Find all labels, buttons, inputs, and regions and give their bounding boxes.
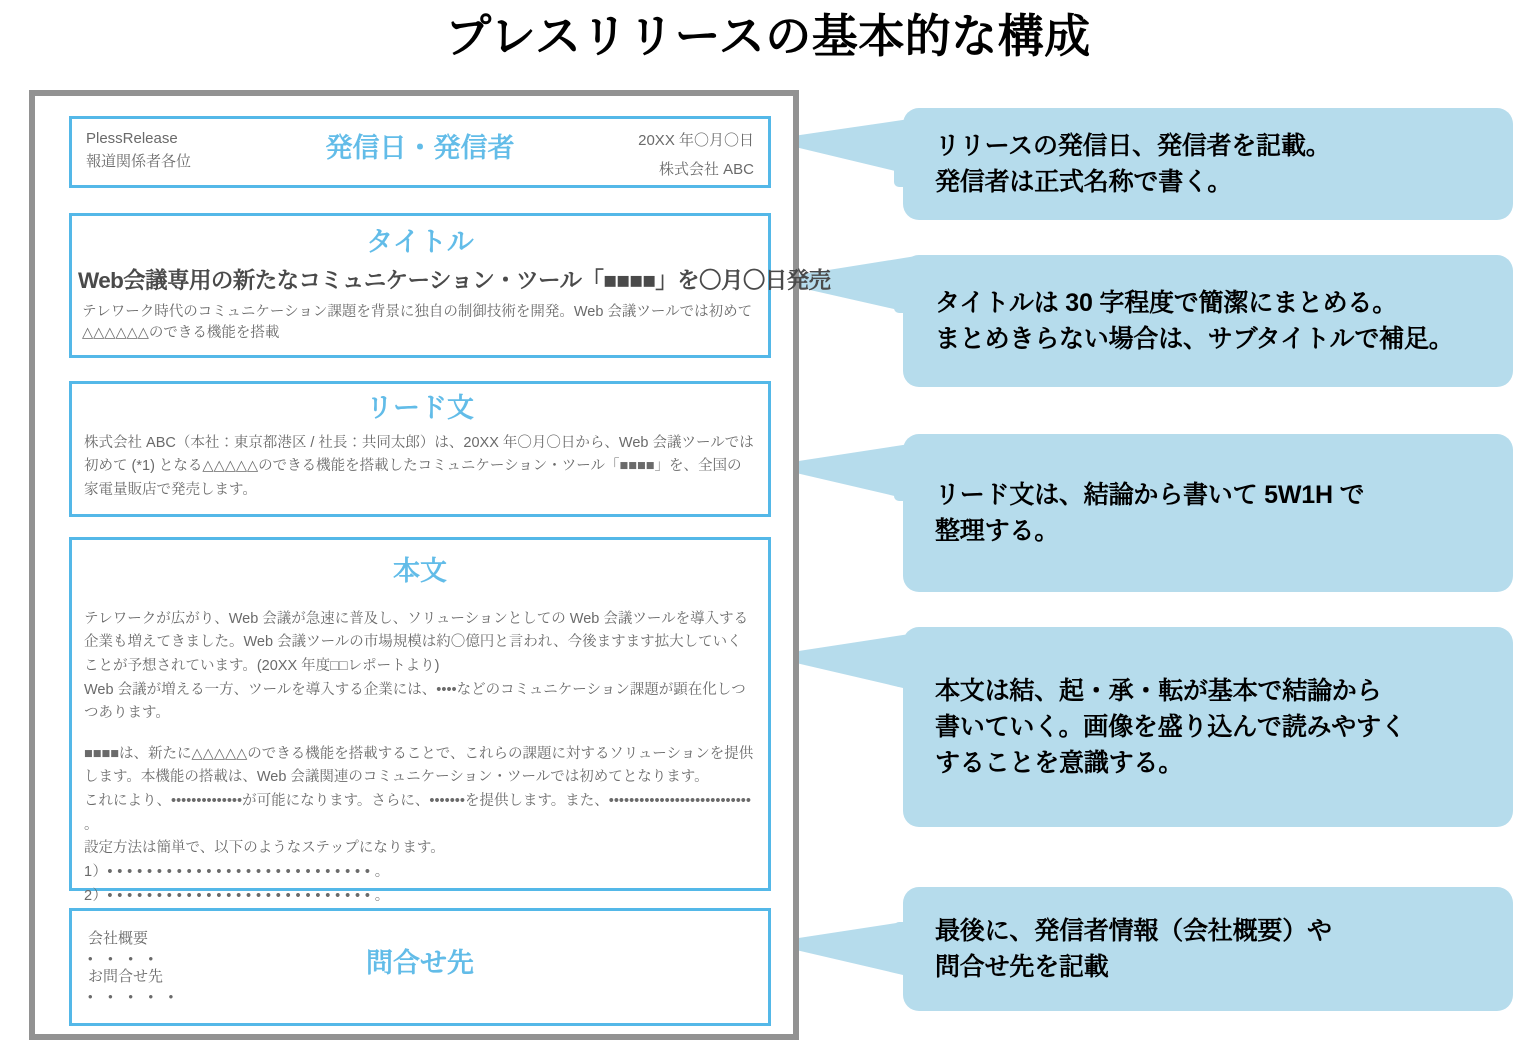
- callout-header-text: [903, 128, 1363, 201]
- callout-title-text: [903, 285, 1486, 358]
- callout-nub-lead: [894, 455, 914, 501]
- callout-body-line-2: 書いていく。画像を盛り込んで読みやすく: [935, 712, 1406, 741]
- callout-nub-contact: [894, 922, 914, 968]
- page-title: プレスリリースの基本的な構成: [445, 10, 1091, 62]
- callout-title-line-1: タイトルは 30 字程度で簡潔にまとめる。: [935, 288, 1398, 317]
- callout-nub-header: [894, 141, 914, 187]
- callout-title-line-2: まとめきらない場合は、サブタイトルで補足。: [935, 325, 1454, 353]
- body-paragraph-5: 設定方法は簡単で、以下のようなステップになります。: [84, 840, 445, 857]
- callout-header[interactable]: [903, 108, 1513, 220]
- section-label-title: タイトル: [366, 227, 474, 257]
- inquiry-dots: • • • • •: [88, 988, 180, 1004]
- callout-lead[interactable]: [903, 434, 1513, 592]
- callout-body-line-3: することを意識する。: [935, 749, 1184, 778]
- callout-contact-line-2: 問合せ先を記載: [935, 953, 1109, 981]
- body-text-block: [72, 608, 768, 932]
- body-paragraph-4: これにより、••••••••••••••が可能になります。さらに、•••••••を提供します。また、•••••••••••••••••••••••••••• 。: [84, 793, 751, 833]
- callout-header-line-2: 発信者は正式名称で書く。: [935, 168, 1233, 196]
- lead-paragraph: 株式会社 ABC（本社：東京都港区 / 社長：共同太郎）は、20XX 年〇月〇日から、Web 会議ツールでは初めて (*1) となる△△△△△のできる機能を搭載したコミュニケーション・ツール「■■■■」を、全国の家電量販店で発売します。: [84, 434, 754, 498]
- callout-lead-line-2: 整理する。: [935, 517, 1060, 545]
- callout-body-line-1: 本文は結、起・承・転が基本で結論から: [935, 676, 1382, 705]
- header-right-block: [638, 127, 754, 184]
- section-body[interactable]: [69, 537, 771, 904]
- callout-title[interactable]: [903, 255, 1513, 387]
- section-label-lead: リード文: [366, 393, 474, 423]
- body-step-2: 2）• • • • • • • • • • • • • • • • • • • • • • • • • • • 。: [84, 887, 390, 904]
- callout-lead-text: [903, 477, 1396, 550]
- header-media-salutation: 報道関係者各位: [86, 153, 192, 171]
- header-press-release-label: PlessRelease: [86, 130, 178, 147]
- callout-header-line-1: リリースの発信日、発信者を記載。: [935, 131, 1331, 160]
- company-overview-label: 会社概要: [88, 930, 149, 947]
- body-paragraph-gap: [84, 726, 756, 743]
- section-title[interactable]: [69, 213, 831, 358]
- body-paragraph-3: ■■■■は、新たに△△△△△のできる機能を搭載することで、これらの課題に対するソリューションを提供します。本機能の搭載は、Web 会議関連のコミュニケーション・ツールでは初めてとなります。: [84, 745, 754, 786]
- inquiry-label: お問合せ先: [88, 968, 164, 986]
- callout-contact-text: [903, 913, 1364, 986]
- press-release-document: [29, 90, 831, 1040]
- body-paragraph-1: テレワークが広がり、Web 会議が急速に普及し、ソリューションとしての Web 会議ツールを導入する企業も増えてきました。Web 会議ツールの市場規模は約〇億円と言われ、今後ますます拡大していくことが予想されています。(20XX 年度□□レポートより): [84, 610, 749, 674]
- callout-nub-title: [894, 267, 914, 313]
- section-lead[interactable]: [69, 381, 771, 517]
- release-subtitle: テレワーク時代のコミュニケーション課題を背景に独自の制御技術を開発。Web 会議ツールでは初めて△△△△△△のできる機能を搭載: [82, 303, 753, 341]
- callout-nub-body: [894, 641, 914, 687]
- body-paragraph-2: Web 会議が増える一方、ツールを導入する企業には、••••などのコミュニケーション課題が顕在化しつつあります。: [84, 681, 746, 722]
- section-label-header: 発信日・発信者: [325, 133, 515, 163]
- section-header[interactable]: [69, 116, 771, 188]
- callout-contact[interactable]: [903, 887, 1513, 1011]
- release-headline: Web会議専用の新たなコミュニケーション・ツール「■■■■」を〇月〇日発売: [78, 267, 831, 293]
- callout-lead-line-1: リード文は、結論から書いて 5W1H で: [935, 480, 1365, 509]
- section-label-body: 本文: [393, 556, 447, 586]
- callout-body-text: [903, 673, 1438, 782]
- callout-contact-line-1: 最後に、発信者情報（会社概要）や: [935, 916, 1332, 945]
- header-date: 20XX 年〇月〇日: [638, 132, 754, 149]
- header-company: 株式会社 ABC: [658, 160, 754, 178]
- section-contact[interactable]: [69, 908, 771, 1026]
- company-overview-dots: • • • •: [88, 950, 160, 966]
- callout-body[interactable]: [903, 627, 1513, 827]
- section-label-contact: 問合せ先: [366, 948, 474, 978]
- body-step-1: 1）• • • • • • • • • • • • • • • • • • • • • • • • • • • 。: [84, 863, 390, 880]
